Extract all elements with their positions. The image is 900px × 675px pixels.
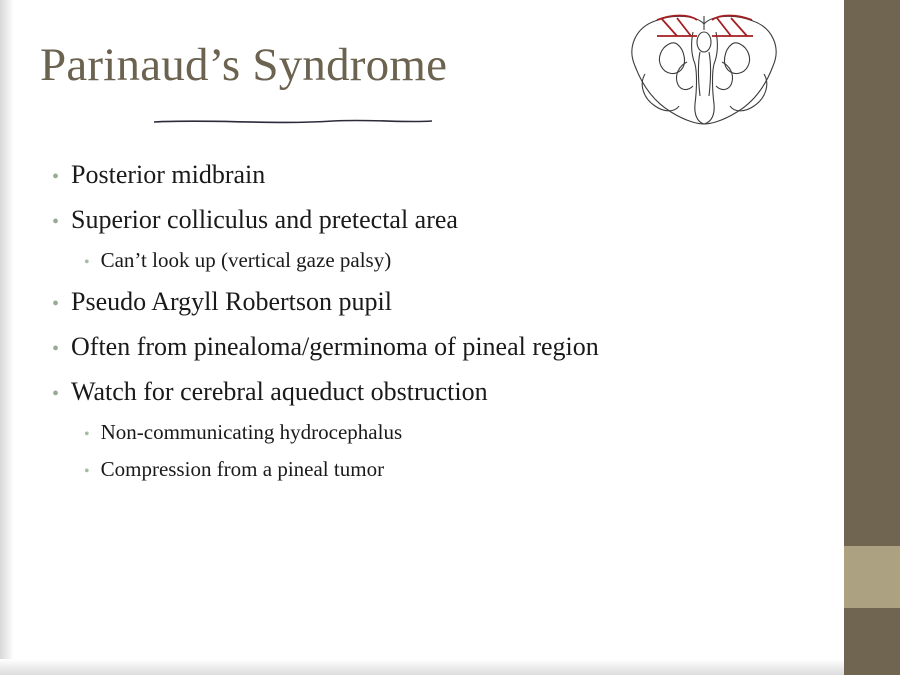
list-item [44,197,804,242]
list-item-text: Superior colliculus and pretectal area [71,205,458,234]
bullet-marker-icon: • [84,254,90,271]
bullet-marker-icon: • [52,383,60,405]
brain-diagram-image [617,8,792,138]
list-item [44,152,804,197]
bullet-list [44,152,804,488]
list-item-text: Posterior midbrain [71,160,266,189]
bullet-marker-icon: • [52,338,60,360]
list-item [44,279,804,324]
left-edge-shadow [0,0,14,675]
bullet-marker-icon: • [52,211,60,233]
slide-title: Parinaud’s Syndrome [40,39,448,91]
accent-bar-segment-middle [844,546,900,608]
list-item-text: Watch for cerebral aqueduct obstruction [71,377,488,406]
title-underline-decoration [153,118,433,126]
bullet-marker-icon: • [84,426,90,443]
list-item [44,451,804,488]
bullet-marker-icon: • [52,293,60,315]
list-item [44,369,804,414]
bottom-edge-shadow [0,659,844,675]
bullet-marker-icon: • [84,463,90,480]
bullet-marker-icon: • [52,166,60,188]
list-item-text: Compression from a pineal tumor [100,457,385,481]
list-item [44,324,804,369]
slide-accent-bar [844,0,900,675]
list-item-text: Often from pinealoma/germinoma of pineal region [71,332,599,361]
accent-bar-segment-bottom [844,608,900,675]
list-item-text: Pseudo Argyll Robertson pupil [71,287,392,316]
list-item [44,414,804,451]
list-item-text: Non-communicating hydrocephalus [100,420,403,444]
accent-bar-segment-top [844,0,900,546]
list-item-text: Can’t look up (vertical gaze palsy) [100,248,392,272]
list-item [44,242,804,279]
